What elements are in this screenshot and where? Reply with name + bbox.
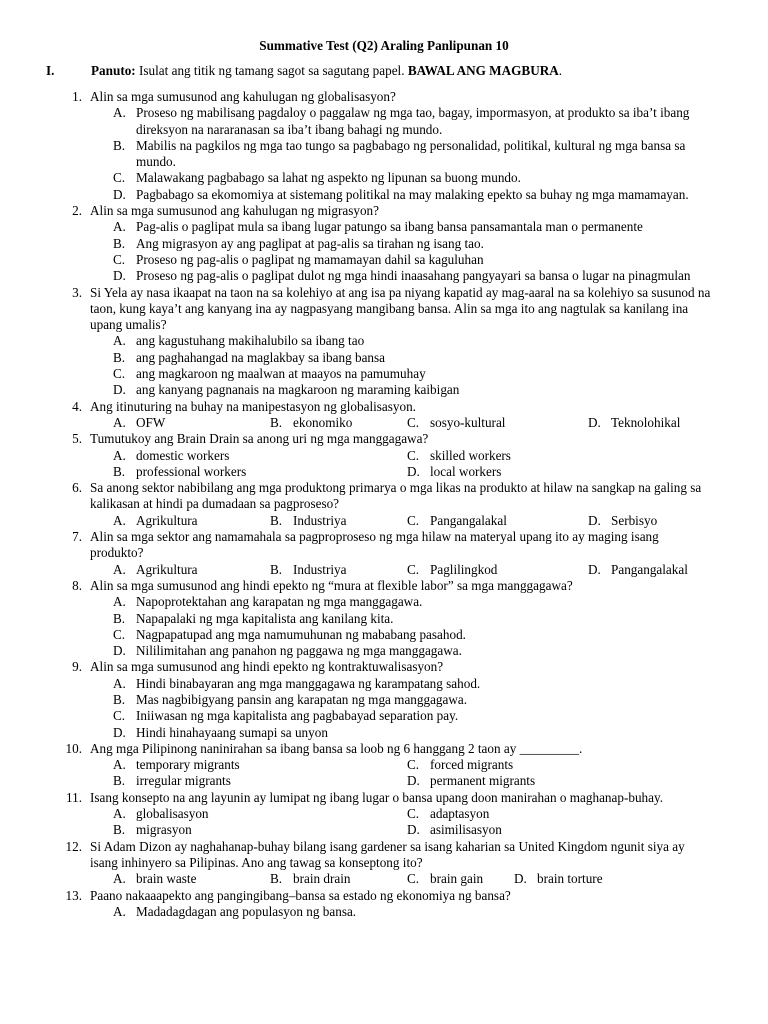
option-letter: D. bbox=[514, 871, 527, 887]
answer-options bbox=[0, 676, 768, 741]
option-letter: D. bbox=[407, 822, 420, 838]
answer-option bbox=[113, 806, 209, 822]
question bbox=[0, 480, 768, 529]
option-text: Nililimitahan ang panahon ng paggawa ng mga manggagawa. bbox=[136, 643, 462, 659]
answer-option bbox=[270, 415, 352, 431]
option-letter: D. bbox=[588, 512, 601, 528]
answer-option bbox=[113, 464, 246, 480]
option-text: brain torture bbox=[537, 871, 603, 887]
option-row bbox=[0, 448, 768, 464]
option-letter: A. bbox=[113, 871, 126, 887]
option-text: brain gain bbox=[430, 871, 484, 887]
option-text: Malawakang pagbabago sa lahat ng aspekto ng lipunan sa buong mundo. bbox=[136, 170, 521, 186]
option-text: skilled workers bbox=[430, 447, 511, 463]
option-text: Teknolohikal bbox=[611, 414, 681, 430]
question-number: 11. bbox=[66, 789, 82, 805]
option-text: brain waste bbox=[136, 871, 197, 887]
answer-options bbox=[0, 448, 768, 481]
question-text: Isang konsepto na ang layunin ay lumipat ng ibang lugar o bansa upang doon manirahan o maghanap-buhay. bbox=[90, 789, 664, 805]
option-letter: C. bbox=[113, 626, 126, 642]
option-letter: A. bbox=[113, 512, 126, 528]
answer-option bbox=[407, 448, 511, 464]
question-list bbox=[0, 89, 768, 920]
question-number: 5. bbox=[72, 431, 82, 447]
option-text: local workers bbox=[430, 463, 502, 479]
question bbox=[0, 839, 768, 888]
instructions-end: . bbox=[558, 63, 563, 78]
option-letter: A. bbox=[113, 414, 126, 430]
option-text: Mabilis na pagkilos ng mga tao tungo sa pagbabago ng personalidad, politikal, kultural ng mga bansa sa mundo. bbox=[136, 137, 686, 170]
question bbox=[0, 659, 768, 740]
question-text: Sa anong sektor nabibilang ang mga produktong primarya o mga likas na produkto at hilaw na sangkap na galing sa kalikasan at hindi pa dumadaan sa pagproseso? bbox=[90, 480, 702, 512]
answer-option bbox=[0, 611, 768, 627]
option-letter: B. bbox=[270, 561, 283, 577]
option-letter: B. bbox=[113, 773, 126, 789]
option-text: Nagpapatupad ang mga namumuhunan ng mababang pasahod. bbox=[136, 626, 466, 642]
instructions-warning: BAWAL ANG MAGBURA bbox=[407, 63, 559, 78]
answer-option bbox=[0, 627, 768, 643]
question-number: 1. bbox=[72, 89, 82, 104]
question bbox=[0, 888, 768, 921]
option-text: ekonomiko bbox=[293, 414, 353, 430]
answer-option bbox=[407, 806, 489, 822]
answer-option bbox=[0, 138, 768, 171]
question-text: Tumutukoy ang Brain Drain sa anong uri ng mga manggagawa? bbox=[90, 431, 429, 447]
option-letter: B. bbox=[113, 349, 126, 365]
option-letter: B. bbox=[270, 414, 283, 430]
option-text: Industriya bbox=[293, 561, 347, 577]
option-text: globalisasyon bbox=[136, 806, 209, 822]
option-text: ang paghahangad na maglakbay sa ibang bansa bbox=[136, 349, 386, 365]
answer-options bbox=[0, 219, 768, 284]
question-number: 8. bbox=[72, 577, 82, 593]
answer-option bbox=[407, 513, 507, 529]
page-title: Summative Test (Q2) Araling Panlipunan 10 bbox=[259, 38, 509, 53]
option-text: Pangangalakal bbox=[430, 512, 507, 528]
question-text: Alin sa mga sumusunod ang hindi epekto ng “mura at flexible labor” sa mga manggagawa? bbox=[90, 577, 573, 593]
answer-options bbox=[0, 562, 768, 578]
option-letter: B. bbox=[113, 463, 126, 479]
question-number: 4. bbox=[72, 398, 82, 414]
option-letter: C. bbox=[407, 447, 420, 463]
option-row bbox=[0, 415, 768, 431]
option-text: Pag-alis o paglipat mula sa ibang lugar patungo sa ibang bansa pansamantala man o permanente bbox=[136, 219, 643, 235]
option-letter: B. bbox=[270, 871, 283, 887]
answer-option bbox=[588, 415, 680, 431]
option-letter: C. bbox=[407, 561, 420, 577]
question-number: 12. bbox=[65, 838, 82, 854]
question-text: Si Yela ay nasa ikaapat na taon na sa kolehiyo at ang isa pa niyang kapatid ay mag-aaral na sa kolehiyo sa susunod na taon, kung kaya’t ang kanyang ina ay nagpasyang mangibang bansa. Alin sa mga ito ang nagtulak sa kanilang ina upang umalis? bbox=[90, 284, 711, 333]
option-text: ang kanyang pagnanais na magkaroon ng maraming kaibigan bbox=[136, 382, 460, 398]
answer-options bbox=[0, 594, 768, 659]
answer-options bbox=[0, 333, 768, 398]
answer-option bbox=[0, 333, 768, 349]
option-row bbox=[0, 757, 768, 773]
option-letter: C. bbox=[113, 708, 126, 724]
option-row bbox=[0, 871, 768, 887]
answer-option bbox=[0, 904, 768, 920]
option-letter: D. bbox=[588, 561, 601, 577]
answer-option bbox=[407, 757, 513, 773]
answer-option bbox=[113, 448, 229, 464]
answer-option bbox=[0, 252, 768, 268]
option-text: Madadagdagan ang populasyon ng bansa. bbox=[136, 903, 357, 919]
answer-options bbox=[0, 871, 768, 887]
option-letter: B. bbox=[270, 512, 283, 528]
option-text: Agrikultura bbox=[136, 512, 198, 528]
answer-options bbox=[0, 513, 768, 529]
option-letter: D. bbox=[113, 643, 126, 659]
question-text: Alin sa mga sumusunod ang kahulugan ng globalisasyon? bbox=[90, 89, 396, 104]
answer-option bbox=[0, 692, 768, 708]
option-row bbox=[0, 562, 768, 578]
answer-option bbox=[0, 725, 768, 741]
question-number: 10. bbox=[65, 740, 82, 756]
question bbox=[0, 285, 768, 399]
option-letter: A. bbox=[113, 675, 126, 691]
option-text: Proseso ng pag-alis o paglipat dulot ng mga hindi inaasahang pangyayari sa bansa o lugar na pinagmulan bbox=[136, 268, 691, 284]
answer-option bbox=[113, 757, 240, 773]
answer-option bbox=[270, 562, 346, 578]
option-letter: D. bbox=[113, 268, 126, 284]
answer-option bbox=[270, 871, 351, 887]
answer-options bbox=[0, 904, 768, 920]
question-text: Alin sa mga sumusunod ang kahulugan ng migrasyon? bbox=[90, 203, 379, 219]
section-number: I. bbox=[46, 63, 55, 78]
option-text: irregular migrants bbox=[136, 773, 231, 789]
question bbox=[0, 431, 768, 480]
option-letter: B. bbox=[113, 235, 126, 251]
question bbox=[0, 790, 768, 839]
option-text: professional workers bbox=[136, 463, 247, 479]
question-text: Paano nakaaapekto ang pangingibang–bansa sa estado ng ekonomiya ng bansa? bbox=[90, 887, 511, 903]
option-text: brain drain bbox=[293, 871, 351, 887]
answer-option bbox=[0, 643, 768, 659]
option-letter: A. bbox=[113, 561, 126, 577]
option-letter: D. bbox=[588, 414, 601, 430]
answer-option bbox=[0, 268, 768, 284]
question bbox=[0, 529, 768, 578]
option-letter: A. bbox=[113, 903, 126, 919]
option-letter: C. bbox=[407, 806, 420, 822]
option-text: Paglilingkod bbox=[430, 561, 498, 577]
option-text: permanent migrants bbox=[430, 773, 536, 789]
answer-option bbox=[588, 513, 657, 529]
answer-option bbox=[407, 562, 497, 578]
answer-option bbox=[0, 350, 768, 366]
option-text: forced migrants bbox=[430, 757, 514, 773]
option-row bbox=[0, 464, 768, 480]
option-text: Proseso ng mabilisang pagdaloy o paggalaw ng mga tao, bagay, impormasyon, at produkto sa iba’t ibang direksyon na nararanasan sa iba’t ibang bahagi ng mundo. bbox=[136, 105, 690, 137]
answer-option bbox=[0, 219, 768, 235]
question-number: 9. bbox=[72, 659, 82, 675]
answer-option bbox=[0, 594, 768, 610]
answer-option bbox=[113, 415, 165, 431]
option-row bbox=[0, 773, 768, 789]
option-text: ang magkaroon ng maalwan at maayos na pamumuhay bbox=[136, 366, 426, 382]
option-letter: B. bbox=[113, 137, 126, 153]
option-text: Agrikultura bbox=[136, 561, 198, 577]
option-text: Napapalaki ng mga kapitalista ang kanilang kita. bbox=[136, 610, 394, 626]
answer-option bbox=[0, 236, 768, 252]
option-letter: B. bbox=[113, 610, 126, 626]
answer-option bbox=[407, 871, 483, 887]
question-number: 13. bbox=[65, 887, 82, 903]
option-text: Mas nagbibigyang pansin ang karapatan ng mga manggagawa. bbox=[136, 691, 468, 707]
option-letter: B. bbox=[113, 691, 126, 707]
option-text: ang kagustuhang makihalubilo sa ibang tao bbox=[136, 333, 365, 349]
option-text: Hindi hinahayaang sumapi sa unyon bbox=[136, 724, 328, 740]
option-letter: B. bbox=[113, 822, 126, 838]
question-text: Ang mga Pilipinong naninirahan sa ibang bansa sa loob ng 6 hanggang 2 taon ay _________. bbox=[90, 740, 583, 756]
answer-option bbox=[514, 871, 603, 887]
option-text: Iniiwasan ng mga kapitalista ang pagbabayad separation pay. bbox=[136, 708, 459, 724]
option-text: Napoprotektahan ang karapatan ng mga manggagawa. bbox=[136, 594, 423, 610]
instructions bbox=[91, 63, 562, 79]
answer-option bbox=[0, 366, 768, 382]
option-letter: A. bbox=[113, 333, 126, 349]
question-text: Alin sa mga sumusunod ang hindi epekto ng kontraktuwalisasyon? bbox=[90, 659, 444, 675]
answer-option bbox=[113, 513, 198, 529]
option-letter: C. bbox=[113, 170, 126, 186]
option-text: asimilisasyon bbox=[430, 822, 502, 838]
answer-option bbox=[0, 708, 768, 724]
instructions-text: Isulat ang titik ng tamang sagot sa sagutang papel. bbox=[135, 63, 408, 78]
question-number: 7. bbox=[72, 529, 82, 545]
option-letter: D. bbox=[113, 186, 126, 202]
option-text: Hindi binabayaran ang mga manggagawa ng karampatang sahod. bbox=[136, 675, 481, 691]
option-text: Pagbabago sa ekomomiya at sistemang politikal na may malaking epekto sa buhay ng mga mamamayan. bbox=[136, 186, 689, 202]
answer-option bbox=[113, 822, 192, 838]
answer-option bbox=[407, 415, 505, 431]
option-letter: D. bbox=[407, 773, 420, 789]
option-letter: A. bbox=[113, 105, 126, 121]
option-text: Pangangalakal bbox=[611, 561, 688, 577]
option-row bbox=[0, 513, 768, 529]
option-letter: C. bbox=[407, 871, 420, 887]
instructions-label: Panuto: bbox=[91, 63, 136, 78]
option-text: OFW bbox=[136, 414, 166, 430]
option-letter: A. bbox=[113, 447, 126, 463]
answer-option bbox=[0, 170, 768, 186]
question bbox=[0, 203, 768, 284]
option-text: Proseso ng pag-alis o paglipat ng mamamayan dahil sa kaguluhan bbox=[136, 251, 484, 267]
option-text: Serbisyo bbox=[611, 512, 658, 528]
question-text: Si Adam Dizon ay naghahanap-buhay bilang isang gardener sa isang kaharian sa United Kingdom ngunit siya ay isang inhinyero sa Pilipinas. Ano ang tawag sa konseptong ito? bbox=[90, 838, 685, 870]
option-letter: A. bbox=[113, 757, 126, 773]
option-letter: C. bbox=[407, 757, 420, 773]
option-letter: C. bbox=[113, 251, 126, 267]
question-number: 3. bbox=[72, 284, 82, 300]
option-row bbox=[0, 822, 768, 838]
question-number: 2. bbox=[72, 203, 82, 219]
option-letter: A. bbox=[113, 219, 126, 235]
answer-option bbox=[270, 513, 346, 529]
answer-option bbox=[0, 676, 768, 692]
option-text: domestic workers bbox=[136, 447, 230, 463]
answer-option bbox=[113, 871, 196, 887]
option-text: Ang migrasyon ay ang paglipat at pag-alis sa tirahan ng isang tao. bbox=[136, 235, 484, 251]
question bbox=[0, 741, 768, 790]
question bbox=[0, 89, 768, 203]
answer-option bbox=[407, 822, 502, 838]
option-text: adaptasyon bbox=[430, 806, 490, 822]
option-text: sosyo-kultural bbox=[430, 414, 506, 430]
answer-option bbox=[0, 187, 768, 203]
option-letter: D. bbox=[407, 463, 420, 479]
option-text: Industriya bbox=[293, 512, 347, 528]
option-text: migrasyon bbox=[136, 822, 192, 838]
question bbox=[0, 399, 768, 432]
question-number: 6. bbox=[72, 480, 82, 496]
option-letter: A. bbox=[113, 806, 126, 822]
option-letter: A. bbox=[113, 594, 126, 610]
option-letter: D. bbox=[113, 724, 126, 740]
answer-options bbox=[0, 105, 768, 203]
answer-option bbox=[113, 773, 231, 789]
question bbox=[0, 578, 768, 659]
answer-option bbox=[407, 464, 501, 480]
option-letter: C. bbox=[113, 366, 126, 382]
option-letter: D. bbox=[113, 382, 126, 398]
answer-option bbox=[113, 562, 198, 578]
answer-option bbox=[407, 773, 535, 789]
answer-options bbox=[0, 415, 768, 431]
answer-options bbox=[0, 806, 768, 839]
question-text: Ang itinuturing na buhay na manipestasyon ng globalisasyon. bbox=[90, 398, 416, 414]
option-letter: C. bbox=[407, 512, 420, 528]
option-text: temporary migrants bbox=[136, 757, 240, 773]
answer-option bbox=[0, 105, 768, 138]
answer-option bbox=[588, 562, 688, 578]
option-row bbox=[0, 806, 768, 822]
answer-options bbox=[0, 757, 768, 790]
option-letter: C. bbox=[407, 414, 420, 430]
answer-option bbox=[0, 382, 768, 398]
question-text: Alin sa mga sektor ang namamahala sa pagproproseso ng mga hilaw na materyal upang ito ay maging isang produkto? bbox=[90, 529, 659, 561]
